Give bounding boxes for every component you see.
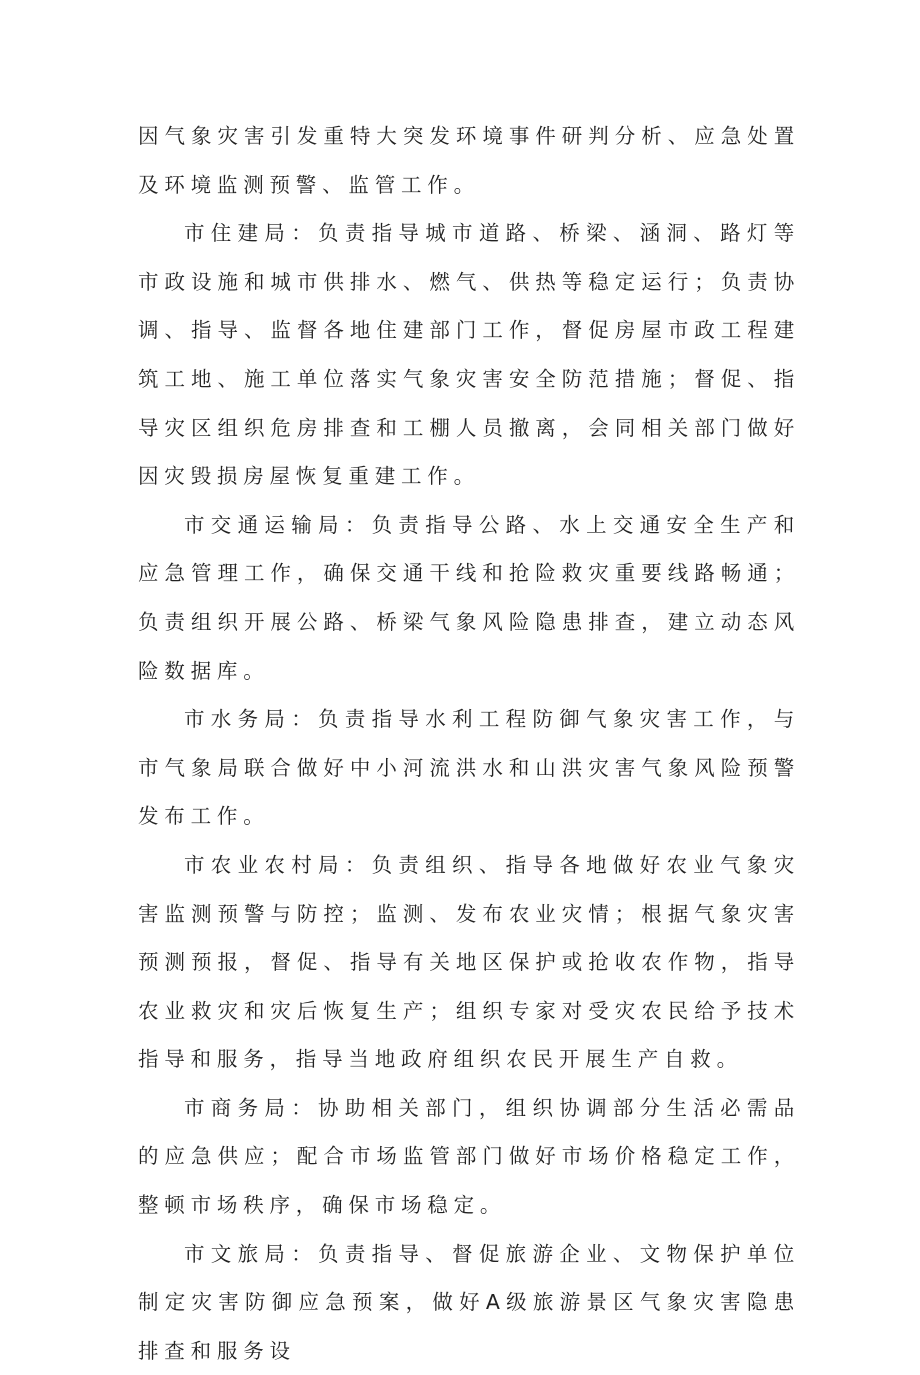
document-body [138,112,800,1375]
paragraph-agriculture-bureau: 市农业农村局：负责组织、指导各地做好农业气象灾害监测预警与防控；监测、发布农业灾情；根据气象灾害预测预报，督促、指导有关地区保护或抢收农作物，指导农业救灾和灾后恢复生产；组织专家对受灾农民给予技术指导和服务，指导当地政府组织农民开展生产自救。 [138,852,800,1072]
paragraph-water-bureau: 市水务局：负责指导水利工程防御气象灾害工作，与市气象局联合做好中小河流洪水和山洪灾害气象风险预警发布工作。 [138,707,800,829]
paragraph-transport-bureau: 市交通运输局：负责指导公路、水上交通安全生产和应急管理工作，确保交通干线和抢险救灾重要线路畅通；负责组织开展公路、桥梁气象风险隐患排查，建立动态风险数据库。 [138,512,800,683]
paragraph-culture-tourism-bureau: 市文旅局：负责指导、督促旅游企业、文物保护单位制定灾害防御应急预案，做好A级旅游景区气象灾害隐患排查和服务设 [138,1241,800,1363]
paragraph-environment-continuation: 因气象灾害引发重特大突发环境事件研判分析、应急处置及环境监测预警、监管工作。 [138,124,800,197]
paragraph-commerce-bureau: 市商务局：协助相关部门，组织协调部分生活必需品的应急供应；配合市场监管部门做好市场价格稳定工作，整顿市场秩序，确保市场稳定。 [138,1095,800,1218]
paragraph-housing-bureau: 市住建局：负责指导城市道路、桥梁、涵洞、路灯等市政设施和城市供排水、燃气、供热等稳定运行；负责协调、指导、监督各地住建部门工作，督促房屋市政工程建筑工地、施工单位落实气象灾害安全防范措施；督促、指导灾区组织危房排查和工棚人员撤离，会同相关部门做好因灾毁损房屋恢复重建工作。 [138,221,800,489]
